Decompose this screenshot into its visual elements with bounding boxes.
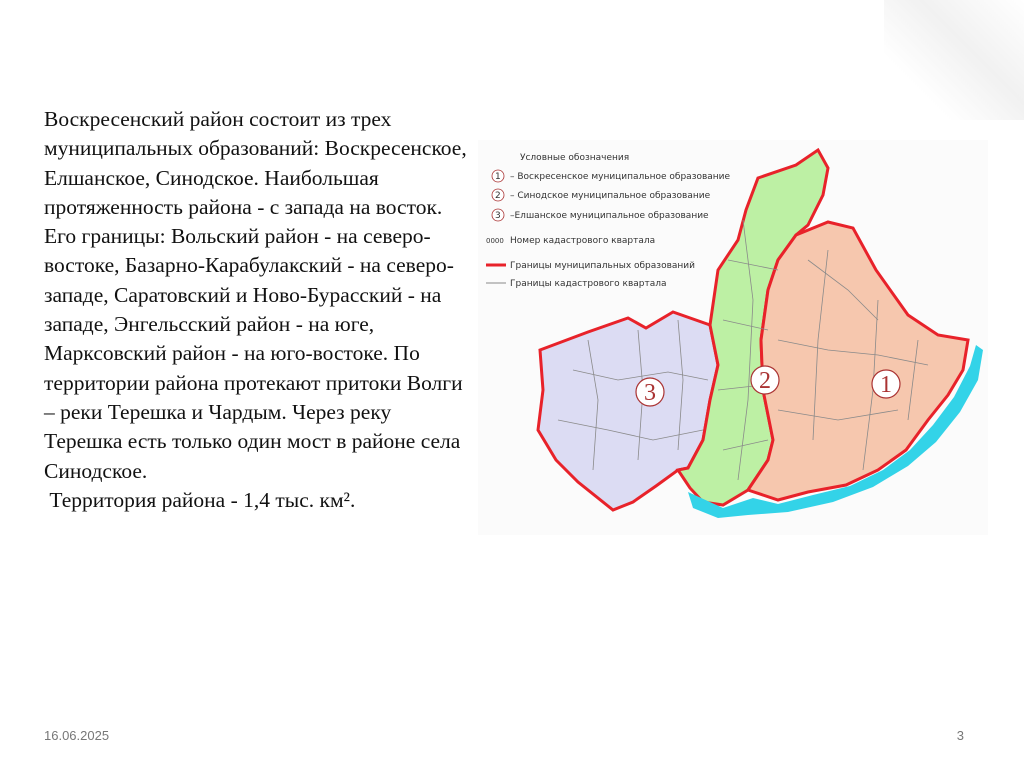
svg-text:1: 1 — [495, 172, 501, 182]
slide-date: 16.06.2025 — [44, 728, 110, 743]
slide-page-number: 3 — [956, 728, 964, 743]
legend-item-1: – Воскресенское муниципальное образование — [510, 172, 731, 182]
legend-item-6: Границы кадастрового квартала — [510, 279, 667, 289]
svg-text:1: 1 — [880, 372, 892, 398]
svg-text:3: 3 — [495, 211, 501, 221]
region-3-marker — [636, 378, 664, 406]
svg-text:2: 2 — [495, 191, 501, 201]
legend-item-4: Номер кадастрового квартала — [510, 236, 656, 246]
region-1-marker — [872, 370, 900, 398]
district-map — [478, 140, 988, 535]
legend-item-5: Границы муниципальных образований — [510, 261, 695, 271]
legend-item-3: –Елшанское муниципальное образование — [510, 211, 709, 221]
legend-item-2: – Синодское муниципальное образование — [510, 191, 711, 201]
svg-text:2: 2 — [759, 368, 771, 394]
district-map-svg — [478, 140, 988, 535]
region-2-marker — [751, 366, 779, 394]
page-curl-decoration — [884, 0, 1024, 120]
svg-text:0000: 0000 — [486, 237, 504, 245]
svg-text:3: 3 — [644, 380, 656, 406]
legend-title: Условные обозначения — [520, 153, 630, 163]
slide-body-text: Воскресенский район состоит из трех муниципальных образований: Воскресенское, Елшанское, Синодское. Наибольшая протяженность района - с запада на восток. Его границы: Вольский район - на северо-востоке, Базарно-Карабулакский - на северо-западе, Саратовский и Ново-Бурасский - на западе, Энгельсский район - на юге, Марксовский район - на юго-востоке. По территории района протекают притоки Волги – реки Терешка и Чардым. Через реку Терешка есть только один мост в районе села Синодское. Территория района - 1,4 тыс. км². — [44, 107, 467, 512]
